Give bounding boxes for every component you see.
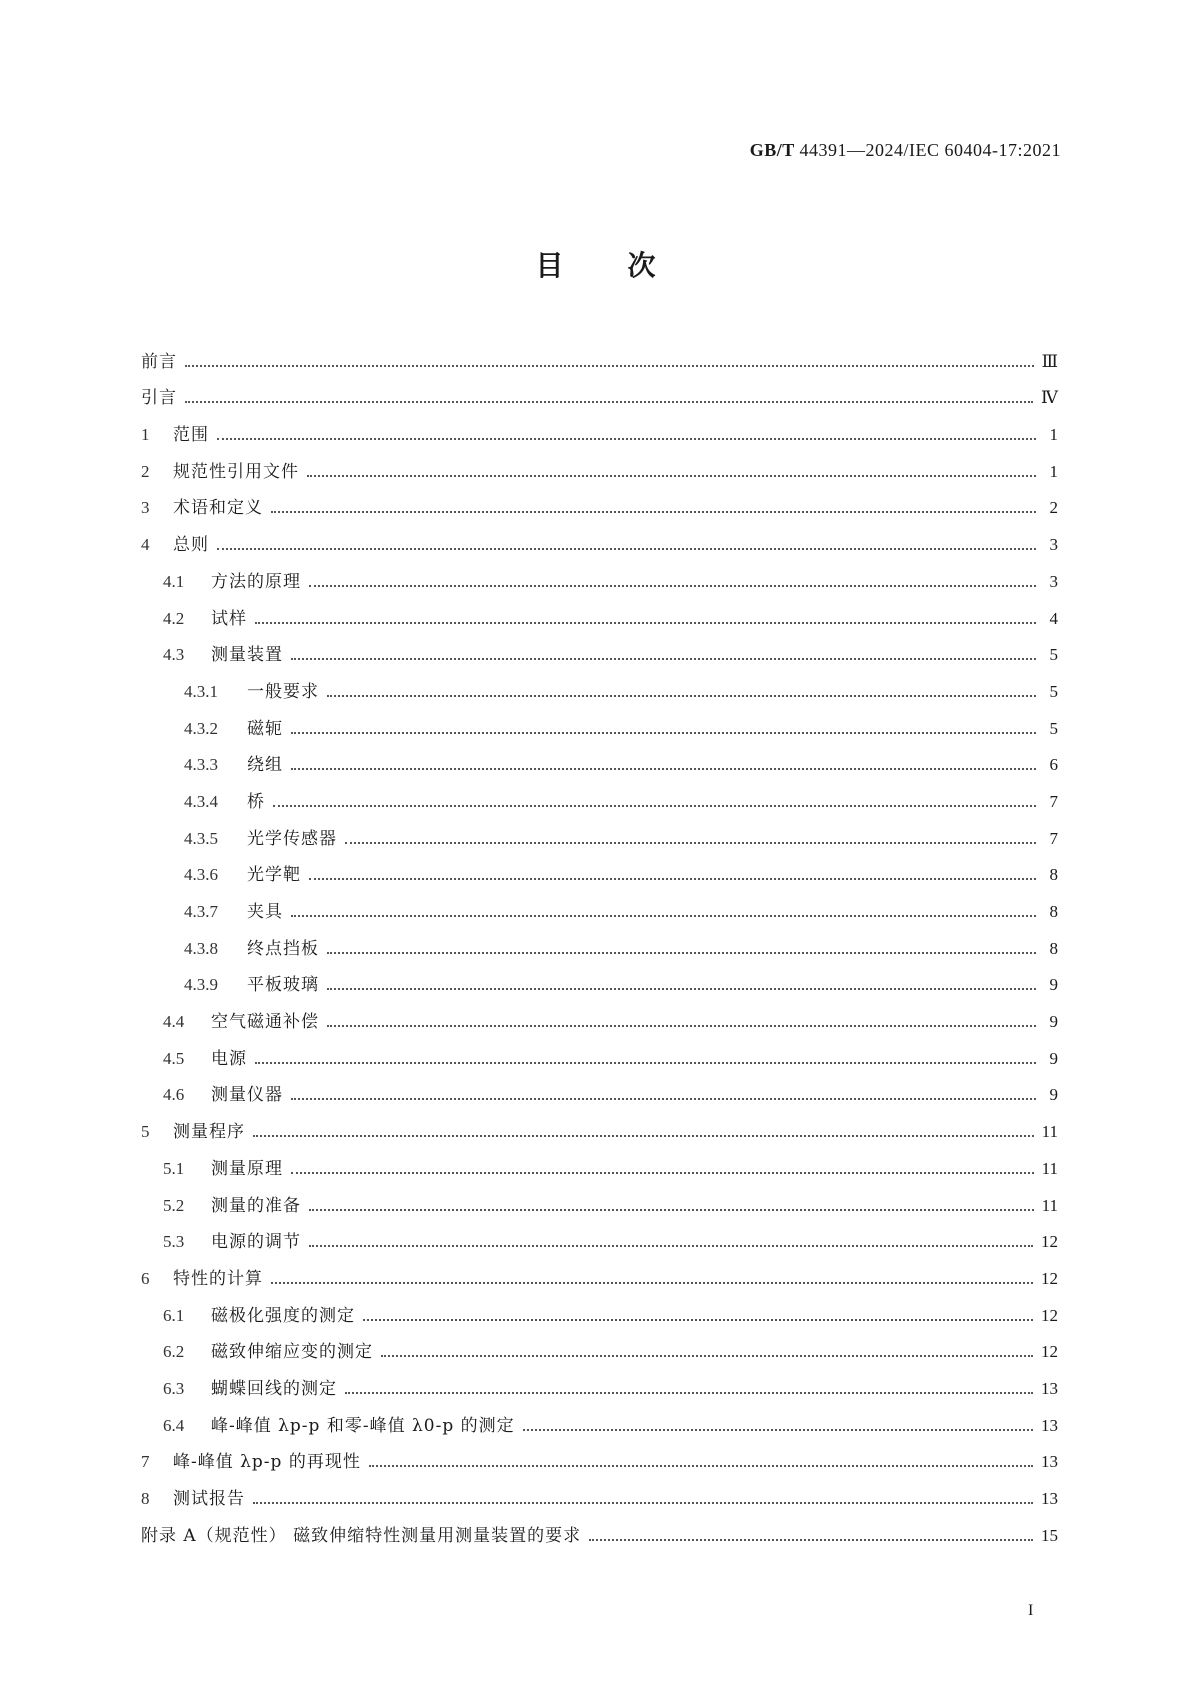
- toc-entry-title: 测量装置: [211, 645, 283, 666]
- toc-entry-number: 4: [141, 535, 150, 555]
- toc-entry-page: 6: [1049, 755, 1058, 775]
- toc-entry-page: 9: [1049, 1048, 1058, 1068]
- toc-entry-page: 15: [1041, 1525, 1058, 1545]
- toc-entry-page: 13: [1041, 1489, 1058, 1508]
- toc-leader-dots: [327, 952, 1036, 954]
- toc-entry-number: 4.3.3: [184, 755, 218, 775]
- toc-entry-page: 5: [1049, 645, 1058, 665]
- toc-entry-title: 特性的计算: [173, 1268, 263, 1289]
- toc-entry[interactable]: [141, 1290, 1058, 1327]
- standard-header: [750, 140, 1061, 161]
- toc-entry-title: 试样: [211, 608, 247, 629]
- toc-entry-number: 4.3.9: [184, 975, 218, 995]
- standard-code: GB/T: [749, 140, 795, 160]
- toc-entry-page: 9: [1049, 975, 1058, 995]
- toc-entry-page: 12: [1041, 1232, 1058, 1252]
- toc-entry-title: 总则: [173, 535, 209, 556]
- toc-entry[interactable]: [141, 740, 1058, 777]
- toc-entry-page: 8: [1049, 938, 1058, 958]
- toc-entry[interactable]: [141, 446, 1058, 483]
- toc-leader-dots: [185, 401, 1033, 403]
- toc-entry-title: 前言: [141, 351, 177, 372]
- toc-entry-number: 4.6: [163, 1085, 185, 1105]
- toc-entry-number: 4.4: [163, 1012, 185, 1032]
- toc-entry-number: 6.2: [163, 1342, 185, 1362]
- toc-entry-title: 引言: [141, 388, 177, 409]
- toc-entry-number: 5: [141, 1122, 150, 1142]
- toc-entry[interactable]: [141, 1253, 1058, 1290]
- toc-entry-page: 7: [1049, 791, 1058, 811]
- toc-entry-page: 8: [1049, 865, 1058, 885]
- toc-entry-number: 4.3.7: [184, 902, 218, 921]
- page-number: I: [1028, 1602, 1034, 1619]
- toc-entry-number: 4.3: [163, 645, 185, 665]
- toc-leader-dots: [309, 1245, 1033, 1247]
- toc-entry-title: 光学传感器: [247, 828, 337, 849]
- toc-entry-number: 5.3: [163, 1232, 185, 1252]
- toc-entry-number: 6: [141, 1268, 150, 1288]
- toc-entry-title: 测量仪器: [211, 1085, 283, 1106]
- toc-entry-number: 4.1: [163, 571, 185, 591]
- toc-entry[interactable]: [141, 960, 1058, 997]
- toc-entry[interactable]: [141, 886, 1058, 923]
- toc-entry-page: 4: [1049, 608, 1058, 628]
- toc-entry-page: 12: [1041, 1268, 1058, 1288]
- toc-entry-page: 1: [1049, 461, 1058, 481]
- table-of-contents: [141, 336, 1058, 1547]
- toc-entry-number: 1: [141, 425, 150, 445]
- toc-entry-page: 12: [1041, 1342, 1058, 1362]
- toc-entry[interactable]: [141, 593, 1058, 630]
- toc-entry-title: 测量程序: [173, 1122, 245, 1143]
- toc-entry[interactable]: [141, 556, 1058, 593]
- toc-entry[interactable]: [141, 776, 1058, 813]
- toc-leader-dots: [363, 1319, 1033, 1321]
- toc-entry[interactable]: [141, 1437, 1058, 1474]
- toc-entry-title: 电源的调节: [211, 1232, 301, 1253]
- toc-entry[interactable]: [141, 850, 1058, 887]
- toc-leader-dots: [217, 548, 1036, 550]
- toc-leader-dots: [291, 1172, 1034, 1174]
- toc-entry-number: 4.3.8: [184, 938, 218, 958]
- toc-entry-number: 7: [141, 1452, 150, 1472]
- toc-entry[interactable]: [141, 1033, 1058, 1070]
- toc-entry-number: 4.3.6: [184, 865, 218, 885]
- toc-entry-number: 6.1: [163, 1305, 185, 1325]
- toc-leader-dots: [345, 1392, 1033, 1394]
- toc-entry-title: 电源: [211, 1048, 247, 1069]
- toc-entry-title: 光学靶: [247, 865, 301, 886]
- toc-leader-dots: [523, 1429, 1033, 1431]
- toc-leader-dots: [253, 1135, 1034, 1137]
- toc-entry-page: 3: [1049, 571, 1058, 591]
- toc-entry[interactable]: [141, 519, 1058, 556]
- toc-entry-number: 4.2: [163, 608, 185, 628]
- toc-entry-page: 9: [1049, 1085, 1058, 1105]
- toc-entry-title: 术语和定义: [173, 498, 263, 519]
- toc-entry-page: 3: [1049, 535, 1058, 555]
- toc-entry-page: 8: [1049, 902, 1058, 921]
- toc-entry[interactable]: [141, 923, 1058, 960]
- toc-entry[interactable]: [141, 996, 1058, 1033]
- toc-entry[interactable]: [141, 336, 1058, 373]
- toc-entry-title: 夹具: [247, 902, 283, 922]
- toc-entry-title: 桥: [247, 791, 265, 812]
- toc-entry-title: 范围: [173, 425, 209, 446]
- toc-leader-dots: [185, 365, 1034, 367]
- toc-leader-dots: [217, 438, 1036, 440]
- toc-entry-title: 测量原理: [211, 1158, 283, 1179]
- toc-entry-title: 绕组: [247, 755, 283, 776]
- toc-leader-dots: [273, 805, 1036, 807]
- toc-entry-title: 测试报告: [173, 1489, 245, 1509]
- toc-leader-dots: [271, 1282, 1033, 1284]
- toc-entry-title: 峰-峰值 λp-p 的再现性: [173, 1452, 361, 1473]
- toc-entry[interactable]: [141, 1180, 1058, 1217]
- toc-entry-page: 11: [1041, 1195, 1058, 1215]
- standard-number: 44391—2024/IEC 60404-17:2021: [799, 140, 1061, 160]
- toc-entry-number: 4.3.1: [184, 681, 218, 701]
- toc-leader-dots: [309, 878, 1036, 880]
- toc-leader-dots: [381, 1355, 1033, 1357]
- toc-entry[interactable]: [141, 1363, 1058, 1400]
- toc-leader-dots: [253, 1502, 1033, 1504]
- toc-entry-number: 8: [141, 1489, 150, 1508]
- toc-entry-title: 峰-峰值 λp-p 和零-峰值 λ0-p 的测定: [211, 1415, 515, 1436]
- toc-entry-page: 7: [1049, 828, 1058, 848]
- toc-leader-dots: [255, 1062, 1036, 1064]
- toc-entry-title: 终点挡板: [247, 938, 319, 959]
- toc-entry-title: 一般要求: [247, 681, 319, 702]
- toc-entry-page: 11: [1041, 1158, 1058, 1178]
- toc-entry[interactable]: [141, 1143, 1058, 1180]
- toc-entry[interactable]: [141, 409, 1058, 446]
- toc-entry-page: 2: [1049, 498, 1058, 518]
- toc-entry[interactable]: [141, 666, 1058, 703]
- toc-entry-number: 4.3.2: [184, 718, 218, 738]
- toc-entry[interactable]: [141, 703, 1058, 740]
- toc-entry-number: 5.2: [163, 1195, 185, 1215]
- toc-entry-title: 磁轭: [247, 718, 283, 739]
- toc-entry-number: 4.3.5: [184, 828, 218, 848]
- toc-leader-dots: [327, 695, 1036, 697]
- toc-leader-dots: [291, 1098, 1036, 1100]
- toc-entry[interactable]: [141, 1400, 1058, 1437]
- toc-entry-number: 4.3.4: [184, 791, 218, 811]
- toc-entry-number: 3: [141, 498, 150, 518]
- toc-entry-number: 5.1: [163, 1158, 185, 1178]
- toc-entry[interactable]: [141, 1327, 1058, 1364]
- toc-leader-dots: [255, 622, 1036, 624]
- toc-entry[interactable]: [141, 483, 1058, 520]
- toc-entry-page: 1: [1049, 425, 1058, 445]
- toc-entry-title: 蝴蝶回线的测定: [211, 1378, 337, 1399]
- toc-leader-dots: [369, 1465, 1033, 1467]
- toc-leader-dots: [345, 842, 1036, 844]
- toc-entry[interactable]: [141, 630, 1058, 667]
- toc-entry-number: 4.5: [163, 1048, 185, 1068]
- toc-entry-title: 磁致伸缩应变的测定: [211, 1342, 373, 1363]
- toc-leader-dots: [309, 585, 1036, 587]
- toc-entry-number: 2: [141, 461, 150, 481]
- toc-entry[interactable]: [141, 1510, 1058, 1547]
- toc-entry-title: 空气磁通补偿: [211, 1012, 319, 1033]
- toc-entry-title: 测量的准备: [211, 1195, 301, 1216]
- toc-leader-dots: [309, 1209, 1034, 1211]
- toc-leader-dots: [327, 1025, 1036, 1027]
- toc-leader-dots: [307, 475, 1036, 477]
- toc-entry-page: 5: [1049, 718, 1058, 738]
- toc-entry-number: 6.3: [163, 1378, 185, 1398]
- toc-entry[interactable]: [141, 1217, 1058, 1254]
- toc-entry-page: 13: [1041, 1415, 1058, 1435]
- toc-entry-page: 5: [1049, 681, 1058, 701]
- toc-leader-dots: [327, 988, 1036, 990]
- toc-entry-title: 方法的原理: [211, 571, 301, 592]
- toc-entry[interactable]: [141, 813, 1058, 850]
- toc-leader-dots: [291, 768, 1036, 770]
- toc-entry-page: 13: [1041, 1452, 1058, 1472]
- toc-leader-dots: [291, 732, 1036, 734]
- toc-entry-page: 13: [1041, 1378, 1058, 1398]
- toc-entry-page: 11: [1041, 1122, 1058, 1142]
- toc-entry-title: 磁极化强度的测定: [211, 1305, 355, 1326]
- toc-leader-dots: [589, 1539, 1033, 1541]
- toc-entry-page: Ⅲ: [1041, 351, 1058, 371]
- toc-entry[interactable]: [141, 1106, 1058, 1143]
- toc-leader-dots: [291, 658, 1036, 660]
- toc-leader-dots: [291, 915, 1036, 917]
- toc-leader-dots: [271, 511, 1036, 513]
- toc-entry-page: Ⅳ: [1041, 388, 1058, 408]
- toc-entry[interactable]: [141, 1473, 1058, 1510]
- toc-entry-title: 平板玻璃: [247, 975, 319, 996]
- toc-entry-page: 12: [1041, 1305, 1058, 1325]
- toc-entry-title: 规范性引用文件: [173, 461, 299, 482]
- toc-entry-number: 6.4: [163, 1415, 185, 1435]
- toc-entry[interactable]: [141, 373, 1058, 410]
- toc-entry-title: 附录 A（规范性） 磁致伸缩特性测量用测量装置的要求: [141, 1525, 582, 1546]
- toc-entry-page: 9: [1049, 1012, 1058, 1032]
- page-title: 目次: [535, 249, 720, 282]
- toc-entry[interactable]: [141, 1070, 1058, 1107]
